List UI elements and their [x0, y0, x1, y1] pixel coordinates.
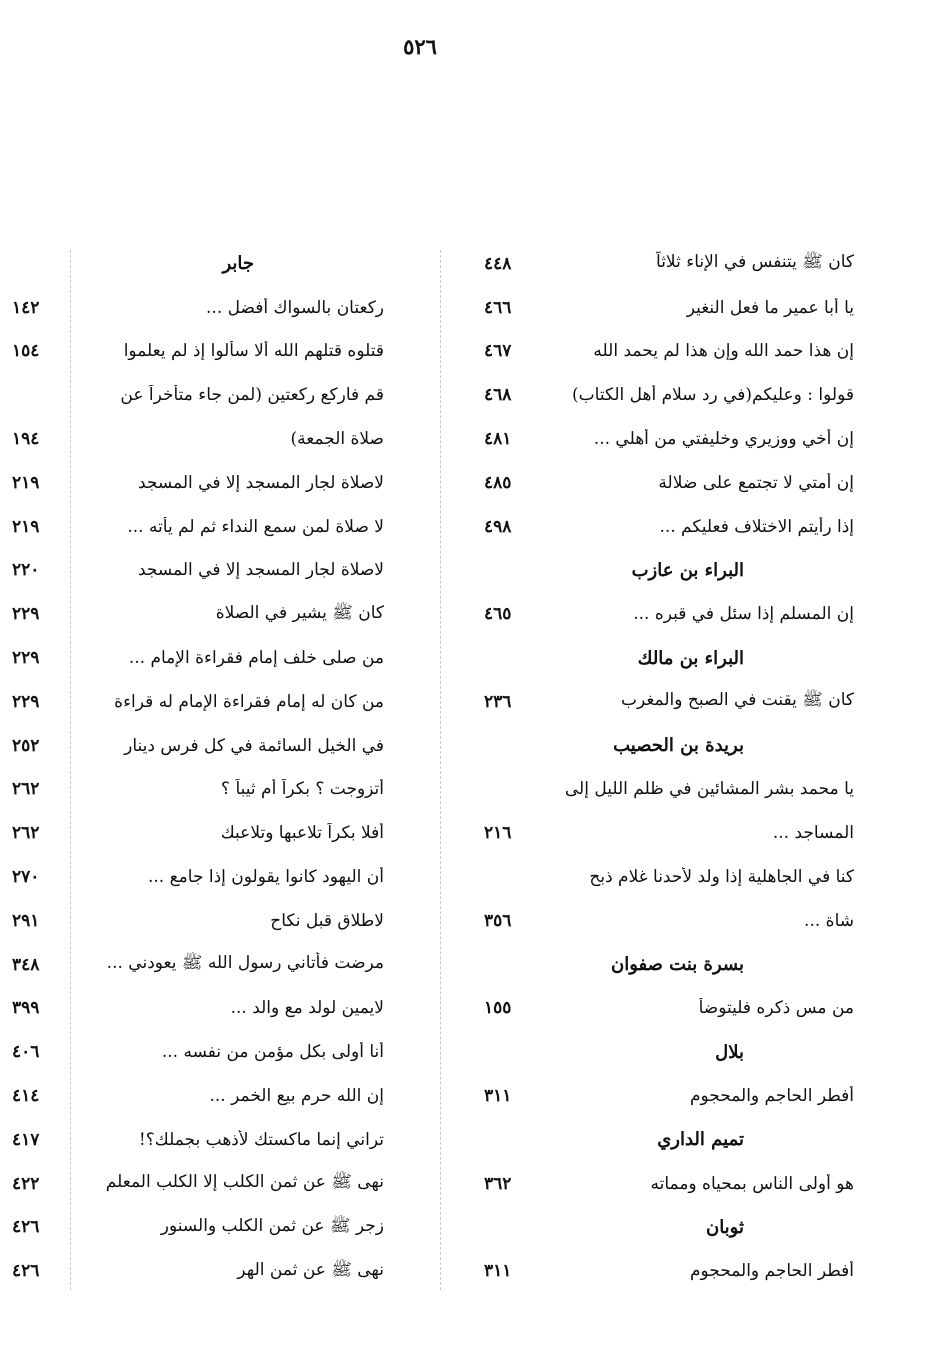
page-reference: ٤٨٥: [484, 472, 512, 493]
narrator-heading: [12, 242, 384, 286]
hadith-text: ركعتان بالسواك أفضل ...: [206, 297, 384, 318]
hadith-text: تراني إنما ماكستك لأذهب بجملك؟!: [138, 1129, 384, 1150]
narrator-name: ثوبان: [705, 1216, 744, 1238]
narrator-name: تميم الداري: [657, 1129, 744, 1151]
hadith-text: إن أخي ووزيري وخليفتي من أهلي ...: [593, 429, 854, 450]
narrator-name: بلال: [715, 1041, 744, 1063]
hadith-text: يا محمد بشر المشائين في ظلم الليل إلى: [564, 779, 854, 800]
index-entry: [12, 1162, 384, 1206]
hadith-text: نهى ﷺ عن ثمن الكلب إلا الكلب المعلم: [105, 1172, 384, 1193]
hadith-text: من كان له إمام فقراءة الإمام له قراءة: [114, 691, 384, 712]
hadith-text: إن المسلم إذا سئل في قبره ...: [633, 604, 854, 625]
page-reference: ١٩٤: [12, 429, 40, 450]
index-entry: [484, 373, 854, 417]
hadith-text: قم فاركع ركعتين (لمن جاء متأخراً عن: [120, 385, 384, 406]
hadith-text: أتزوجت ؟ بكراً أم ثيباً ؟: [221, 779, 384, 800]
column-divider: [440, 250, 441, 1290]
hadith-text: إن هذا حمد الله وإن هذا لم يحمد الله: [593, 341, 854, 362]
hadith-text: كان ﷺ يقنت في الصبح والمغرب: [620, 690, 854, 711]
page-reference: ٤٦٨: [484, 385, 512, 406]
index-entry: [12, 943, 384, 987]
page-reference: ٢٣٦: [484, 691, 512, 712]
page-number: ٥٢٦: [403, 34, 437, 59]
page-reference: ١٥٥: [484, 998, 512, 1019]
index-entry: [12, 680, 384, 724]
index-entry: [484, 592, 854, 636]
hadith-text: لاطلاق قبل نكاح: [270, 910, 384, 931]
hadith-text: إذا رأيتم الاختلاف فعليكم ...: [659, 516, 854, 537]
index-entry: [12, 505, 384, 549]
index-entry: [12, 461, 384, 505]
index-entry: [12, 636, 384, 680]
hadith-text: أن اليهود كانوا يقولون إذا جامع ...: [148, 867, 384, 888]
hadith-text: من مس ذكره فليتوضأ: [698, 998, 854, 1019]
index-entry: [12, 549, 384, 593]
hadith-text: كان ﷺ يتنفس في الإناء ثلاثاً: [656, 252, 854, 273]
index-entry: [12, 1074, 384, 1118]
narrator-name: بسرة بنت صفوان: [611, 954, 744, 976]
index-entry: [12, 1206, 384, 1250]
page-reference: ٤٢٦: [12, 1217, 40, 1238]
page-reference: ٢١٩: [12, 516, 40, 537]
narrator-heading: [484, 943, 854, 987]
index-entry: [12, 899, 384, 943]
right-column: [484, 242, 854, 1293]
index-entry: [12, 286, 384, 330]
page-reference: ٣٩٩: [12, 998, 40, 1019]
index-entry: [484, 417, 854, 461]
page-reference: ٤٢٦: [12, 1261, 40, 1282]
page-reference: ٢٢٩: [12, 648, 40, 669]
index-entry: [484, 768, 854, 812]
hadith-text: يا أبا عمير ما فعل النغير: [686, 297, 854, 318]
hadith-text: إن الله حرم بيع الخمر ...: [209, 1086, 384, 1107]
hadith-text: أفطر الحاجم والمحجوم: [689, 1261, 854, 1282]
index-entry: [12, 987, 384, 1031]
page-reference: ٣١١: [484, 1261, 512, 1282]
index-entry: [12, 330, 384, 374]
narrator-heading: [484, 724, 854, 768]
page-reference: ٢٢٩: [12, 691, 40, 712]
hadith-text: زجر ﷺ عن ثمن الكلب والسنور: [160, 1215, 384, 1236]
page-reference: ٢٥٢: [12, 735, 40, 756]
index-entry: [484, 1249, 854, 1293]
index-entry: [12, 811, 384, 855]
index-entry: [484, 811, 854, 855]
page-reference: ٣٦٢: [484, 1173, 512, 1194]
narrator-name: البراء بن عازب: [631, 559, 744, 581]
narrator-name: بريدة بن الحصيب: [613, 735, 744, 757]
hadith-text: أنا أولى بكل مؤمن من نفسه ...: [161, 1042, 384, 1063]
index-entry: [484, 987, 854, 1031]
page-reference: ٢٦٢: [12, 823, 40, 844]
index-entry: [12, 373, 384, 417]
narrator-heading: [484, 1118, 854, 1162]
page-reference: ٤٩٨: [484, 516, 512, 537]
hadith-text: أفلا بكراً تلاعبها وتلاعبك: [220, 823, 384, 844]
hadith-text: كان ﷺ يشير في الصلاة: [215, 602, 384, 623]
index-entry: [12, 724, 384, 768]
hadith-text: أفطر الحاجم والمحجوم: [689, 1086, 854, 1107]
hadith-text: لايمين لولد مع والد ...: [230, 998, 384, 1019]
index-entry: [484, 855, 854, 899]
page-reference: ١٤٢: [12, 297, 40, 318]
page-reference: ٤٠٦: [12, 1042, 40, 1063]
page-reference: ٤٢٢: [12, 1173, 40, 1194]
index-entry: [484, 1162, 854, 1206]
hadith-text: من صلى خلف إمام فقراءة الإمام ...: [128, 648, 384, 669]
narrator-name: جابر: [222, 253, 254, 275]
hadith-text: في الخيل السائمة في كل فرس دينار: [124, 735, 384, 756]
narrator-heading: [484, 549, 854, 593]
hadith-text: المساجد ...: [772, 823, 854, 844]
index-entry: [12, 1249, 384, 1293]
page-reference: ٤٦٧: [484, 341, 512, 362]
hadith-text: قتلوه قتلهم الله ألا سألوا إذ لم يعلموا: [123, 341, 384, 362]
hadith-text: شاة ...: [804, 910, 854, 931]
page-reference: ٣٥٦: [484, 910, 512, 931]
page-reference: ٣٤٨: [12, 954, 40, 975]
page-reference: ٢١٩: [12, 472, 40, 493]
narrator-heading: [484, 1030, 854, 1074]
page-reference: ٢٧٠: [12, 867, 40, 888]
narrator-heading: [484, 636, 854, 680]
index-entry: [484, 1074, 854, 1118]
index-entry: [484, 680, 854, 724]
hadith-text: نهى ﷺ عن ثمن الهر: [237, 1259, 384, 1280]
narrator-heading: [484, 1206, 854, 1250]
index-entry: [12, 592, 384, 636]
hadith-text: إن أمتي لا تجتمع على ضلالة: [658, 472, 854, 493]
index-entry: [484, 286, 854, 330]
page-reference: ١٥٤: [12, 341, 40, 362]
page-reference: ٤١٤: [12, 1086, 40, 1107]
page-reference: ٢١٦: [484, 823, 512, 844]
index-entry: [484, 330, 854, 374]
index-entry: [12, 855, 384, 899]
index-entry: [484, 242, 854, 286]
page-reference: ٤٦٥: [484, 604, 512, 625]
hadith-text: هو أولى الناس بمحياه ومماته: [650, 1173, 854, 1194]
index-entry: [12, 1030, 384, 1074]
page-reference: ٢٢٠: [12, 560, 40, 581]
page-reference: ٤٦٦: [484, 297, 512, 318]
page-reference: ٢٩١: [12, 910, 40, 931]
hadith-text: مرضت فأتاني رسول الله ﷺ يعودني ...: [106, 953, 384, 974]
index-entry: [12, 417, 384, 461]
page-reference: ٣١١: [484, 1086, 512, 1107]
page-reference: ٤٤٨: [484, 253, 512, 274]
index-entry: [12, 1118, 384, 1162]
page-reference: ٤٨١: [484, 429, 512, 450]
narrator-name: البراء بن مالك: [637, 647, 744, 669]
hadith-text: قولوا : وعليكم(في رد سلام أهل الكتاب): [572, 385, 854, 406]
hadith-text: صلاة الجمعة): [290, 429, 384, 450]
page-reference: ٤١٧: [12, 1129, 40, 1150]
hadith-text: لاصلاة لجار المسجد إلا في المسجد: [137, 560, 384, 581]
left-column: [12, 242, 384, 1293]
hadith-text: لاصلاة لجار المسجد إلا في المسجد: [137, 472, 384, 493]
index-entry: [484, 899, 854, 943]
index-entry: [484, 461, 854, 505]
index-entry: [12, 768, 384, 812]
page-reference: ٢٦٢: [12, 779, 40, 800]
page-reference: ٢٢٩: [12, 604, 40, 625]
hadith-text: لا صلاة لمن سمع النداء ثم لم يأته ...: [127, 516, 384, 537]
index-entry: [484, 505, 854, 549]
hadith-text: كنا في الجاهلية إذا ولد لأحدنا غلام ذبح: [589, 867, 854, 888]
